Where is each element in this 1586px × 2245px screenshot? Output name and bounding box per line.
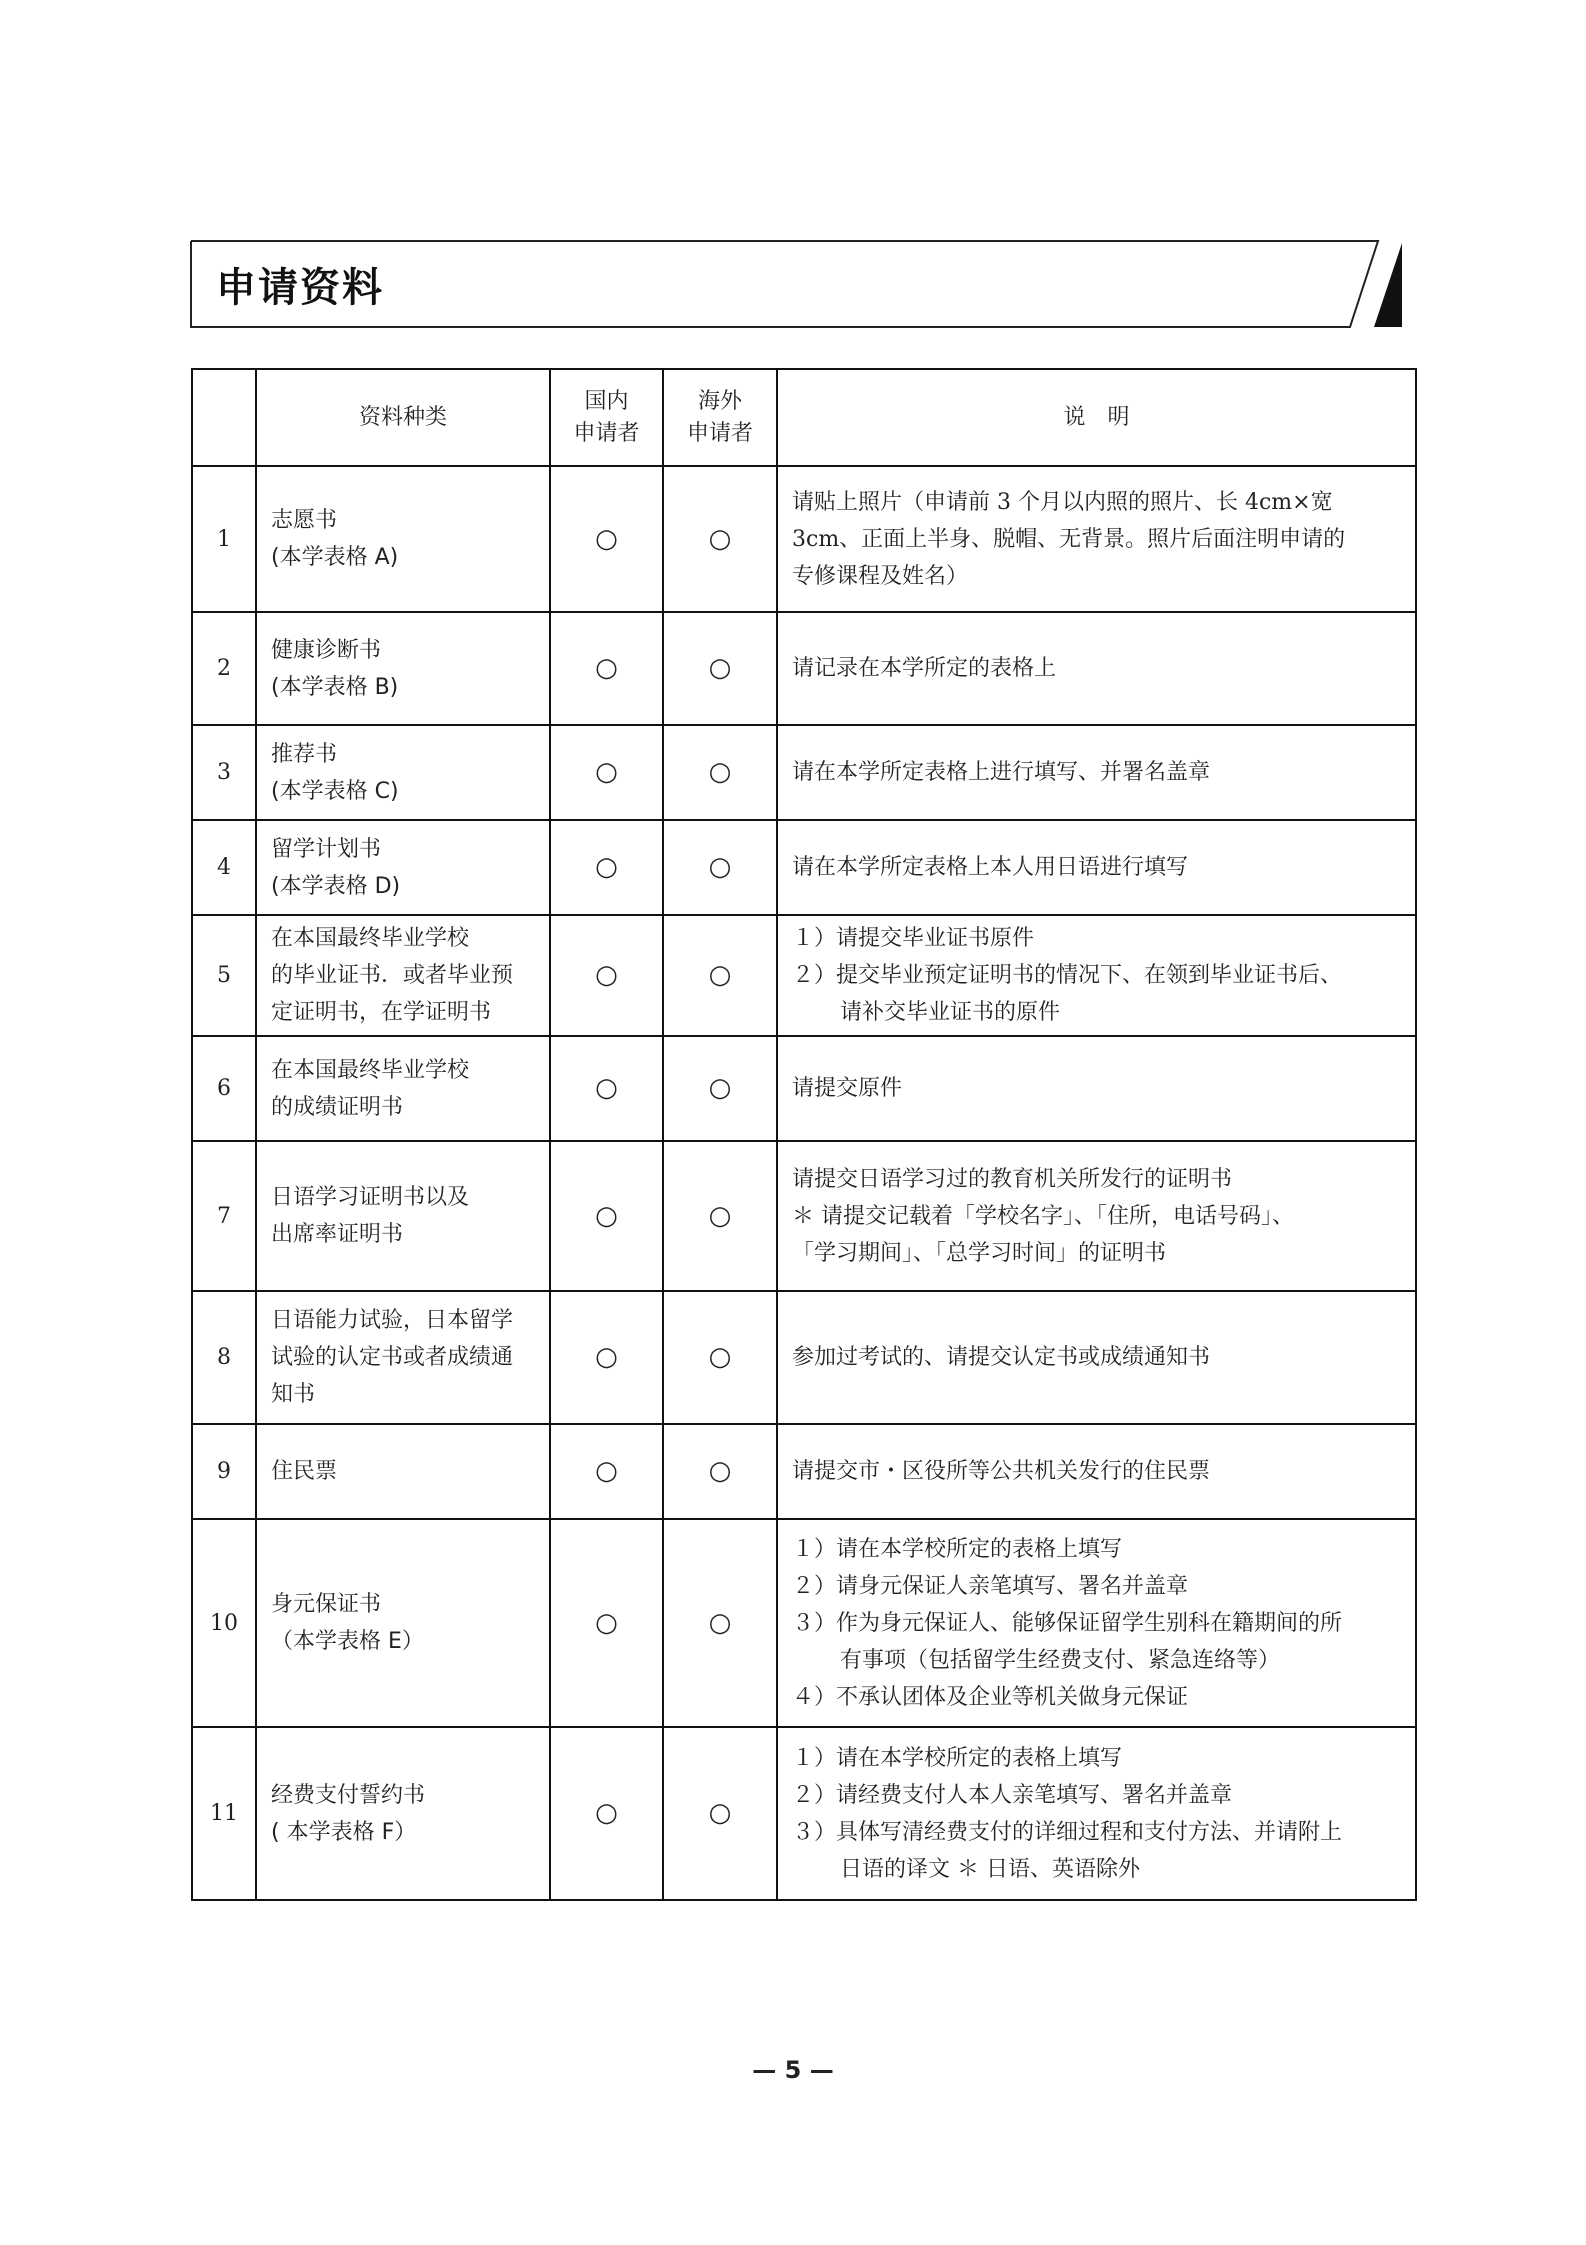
domestic-required-mark: ○	[550, 1519, 663, 1727]
table-row	[192, 725, 1416, 820]
domestic-required-mark: ○	[550, 915, 663, 1036]
document-type-line: 的毕业证书．或者毕业预	[271, 963, 514, 988]
document-type	[256, 1291, 550, 1424]
document-type	[256, 1727, 550, 1900]
description	[777, 1424, 1416, 1519]
table-row	[192, 612, 1416, 725]
row-number: 4	[192, 820, 256, 915]
overseas-required-mark: ○	[663, 725, 777, 820]
document-type	[256, 820, 550, 915]
row-number: 5	[192, 915, 256, 1036]
description	[777, 915, 1416, 1036]
description-line: １）请在本学校所定的表格上填写	[792, 1745, 1123, 1771]
document-type-line: 志愿书	[271, 508, 338, 533]
table-row	[192, 1291, 1416, 1424]
description-line: 请提交日语学习过的教育机关所发行的证明书	[792, 1166, 1233, 1192]
description	[777, 466, 1416, 612]
form-reference: （本学表格 E）	[271, 1629, 424, 1654]
row-number: 3	[192, 725, 256, 820]
table-header-row	[192, 369, 1416, 466]
description-line: ＊ 请提交记载着「学校名字」、「住所，电话号码」、	[792, 1203, 1294, 1229]
overseas-required-mark: ○	[663, 466, 777, 612]
overseas-required-mark: ○	[663, 1727, 777, 1900]
row-number: 11	[192, 1727, 256, 1900]
document-type-line: 推荐书	[271, 741, 338, 767]
page-title: 申请资料	[216, 265, 384, 311]
document-type	[256, 915, 550, 1036]
table-row	[192, 1727, 1416, 1900]
description-line: 「学习期间」、「总学习时间」的证明书	[792, 1240, 1167, 1266]
description	[777, 1036, 1416, 1141]
description-line: 3cm、正面上半身、脱帽、无背景。照片后面注明申请的	[792, 526, 1346, 552]
domestic-required-mark: ○	[550, 1036, 663, 1141]
table-row	[192, 1519, 1416, 1727]
document-type	[256, 1519, 550, 1727]
document-type-line: 出席率证明书	[271, 1222, 404, 1247]
overseas-required-mark: ○	[663, 820, 777, 915]
row-number: 1	[192, 466, 256, 612]
overseas-required-mark: ○	[663, 1519, 777, 1727]
document-type-line: 身元保证书	[271, 1592, 382, 1617]
overseas-required-mark: ○	[663, 1141, 777, 1291]
document-type-line: 日语学习证明书以及	[271, 1185, 470, 1210]
document-type	[256, 1036, 550, 1141]
form-reference: (本学表格 A)	[271, 545, 399, 570]
row-number: 7	[192, 1141, 256, 1291]
overseas-required-mark: ○	[663, 1424, 777, 1519]
documents-table	[191, 368, 1417, 1901]
document-type-line: 的成绩证明书	[271, 1094, 404, 1120]
document-type	[256, 725, 550, 820]
description-line: 日语的译文 ＊ 日语、英语除外	[840, 1856, 1140, 1882]
table-row	[192, 466, 1416, 612]
document-type-line: 在本国最终毕业学校	[271, 926, 470, 951]
form-reference: (本学表格 C)	[271, 778, 399, 804]
description-line: ４）不承认团体及企业等机关做身元保证	[792, 1684, 1189, 1710]
form-reference: (本学表格 D)	[271, 873, 401, 899]
table-row	[192, 820, 1416, 915]
description-line: 请贴上照片（申请前 3 个月以内照的照片、长 4cm×宽	[792, 489, 1333, 515]
domestic-required-mark: ○	[550, 1727, 663, 1900]
document-type-line: 知书	[271, 1382, 316, 1407]
header-domestic: 国内 申请者	[550, 369, 663, 466]
table-row	[192, 1036, 1416, 1141]
header-type: 资料种类	[256, 369, 550, 466]
description	[777, 612, 1416, 725]
document-type-line: 定证明书，在学证明书	[271, 1000, 492, 1025]
document-type-line: 试验的认定书或者成绩通	[271, 1345, 514, 1370]
row-number: 6	[192, 1036, 256, 1141]
document-type-line: 留学计划书	[271, 836, 382, 862]
domestic-required-mark: ○	[550, 725, 663, 820]
description	[777, 725, 1416, 820]
row-number: 10	[192, 1519, 256, 1727]
description-line: ３）具体写清经费支付的详细过程和支付方法、并请附上	[792, 1819, 1343, 1845]
overseas-required-mark: ○	[663, 1036, 777, 1141]
description-line: 请在本学所定表格上本人用日语进行填写	[792, 855, 1189, 880]
domestic-required-mark: ○	[550, 612, 663, 725]
table-row	[192, 915, 1416, 1036]
document-type-line: 健康诊断书	[271, 637, 382, 663]
table-row	[192, 1141, 1416, 1291]
row-number: 2	[192, 612, 256, 725]
document-type-line: 住民票	[271, 1459, 338, 1484]
row-number: 9	[192, 1424, 256, 1519]
domestic-required-mark: ○	[550, 466, 663, 612]
document-type	[256, 466, 550, 612]
domestic-required-mark: ○	[550, 1424, 663, 1519]
document-type-line: 日语能力试验，日本留学	[271, 1308, 514, 1333]
document-type-line: 在本国最终毕业学校	[271, 1057, 470, 1083]
description-line: 请补交毕业证书的原件	[840, 1000, 1061, 1025]
description-line: 有事项（包括留学生经费支付、紧急连络等）	[840, 1647, 1281, 1673]
description	[777, 1291, 1416, 1424]
page-number: — 5 —	[752, 2056, 834, 2084]
description	[777, 1727, 1416, 1900]
domestic-required-mark: ○	[550, 820, 663, 915]
description	[777, 1519, 1416, 1727]
description-line: 请提交市・区役所等公共机关发行的住民票	[792, 1459, 1211, 1484]
description-line: ３）作为身元保证人、能够保证留学生别科在籍期间的所	[792, 1610, 1343, 1636]
domestic-required-mark: ○	[550, 1291, 663, 1424]
header-no	[192, 369, 256, 466]
description-line: 请在本学所定表格上进行填写、并署名盖章	[792, 760, 1211, 785]
header-desc: 说 明	[777, 369, 1416, 466]
description-line: 参加过考试的、请提交认定书或成绩通知书	[792, 1345, 1211, 1370]
description-line: ２）提交毕业预定证明书的情况下、在领到毕业证书后、	[792, 963, 1343, 988]
description-line: 请提交原件	[792, 1076, 903, 1101]
form-reference: (本学表格 B)	[271, 674, 399, 700]
header-overseas: 海外 申请者	[663, 369, 777, 466]
domestic-required-mark: ○	[550, 1141, 663, 1291]
description	[777, 820, 1416, 915]
document-type	[256, 1141, 550, 1291]
overseas-required-mark: ○	[663, 612, 777, 725]
description-line: １）请提交毕业证书原件	[792, 926, 1035, 951]
description	[777, 1141, 1416, 1291]
overseas-required-mark: ○	[663, 1291, 777, 1424]
document-type	[256, 612, 550, 725]
document-type-line: 经费支付誓约书	[271, 1782, 426, 1808]
description-line: ２）请经费支付人本人亲笔填写、署名并盖章	[792, 1782, 1233, 1808]
description-line: ２）请身元保证人亲笔填写、署名并盖章	[792, 1573, 1189, 1599]
section-title-box	[190, 240, 1400, 328]
overseas-required-mark: ○	[663, 915, 777, 1036]
description-line: １）请在本学校所定的表格上填写	[792, 1536, 1123, 1562]
document-type	[256, 1424, 550, 1519]
table-row	[192, 1424, 1416, 1519]
description-line: 专修课程及姓名）	[792, 563, 969, 589]
description-line: 请记录在本学所定的表格上	[792, 656, 1057, 681]
form-reference: ( 本学表格 F）	[271, 1819, 417, 1845]
row-number: 8	[192, 1291, 256, 1424]
